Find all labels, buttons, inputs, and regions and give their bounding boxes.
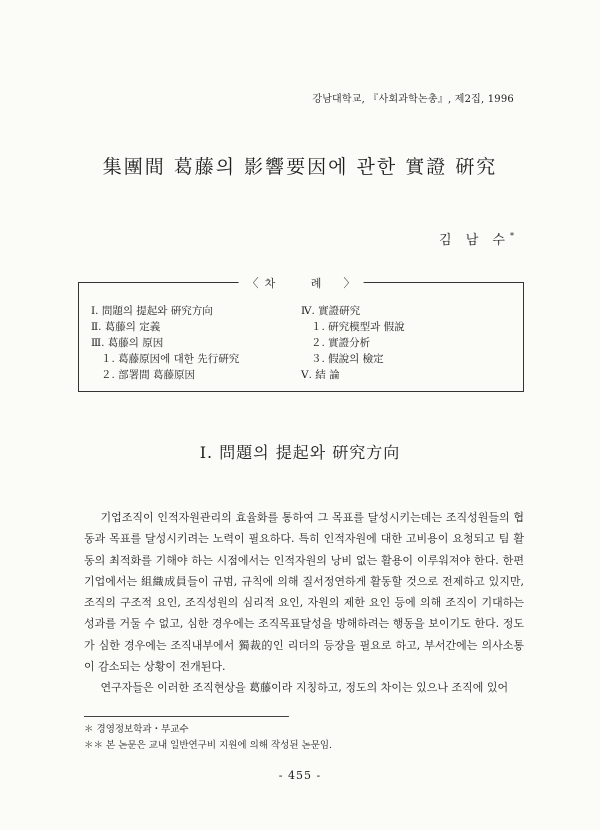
toc-heading-bracket-left: 〈 — [246, 276, 259, 290]
author-name — [439, 229, 514, 248]
paragraph: 기업조직이 인적자원관리의 효율화를 통하여 그 목표를 달성시키는데는 조직성원들의 협동과 목표를 달성시키려는 노력이 필요하다. 특히 인적자원에 대한 고비용이 요청되고 팀 활동의 최적화를 기해야 하는 시점에서는 인적자원의 낭비 없는 활용이 이루워져야 한다. 한편 기업에서는 組織成員들이 규범, 규칙에 의해 질서정연하게 활동할 것으로 전제하고 있지만, 조직의 구조적 요인, 조직성원의 심리적 요인, 자원의 제한 요인 등에 의해 조직이 기대하는 성과를 거둘 수 없고, 심한 경우에는 조직목표달성을 방해하려는 행동을 보이기도 한다. 정도가 심한 경우에는 조직내부에서 獨裁的인 리더의 등장을 필요로 하고, 부서간에는 의사소통이 감소되는 상황이 전개된다. — [84, 511, 524, 674]
footnote: ＊＊ 본 논문은 교내 일반연구비 지원에 의해 작성된 논문임. — [84, 740, 333, 751]
toc-heading-bracket-right: 〉 — [343, 276, 356, 290]
toc-subitem: １. 硏究模型과 假說 — [311, 321, 405, 333]
journal-citation: 강남대학교, 『사회과학논총』, 제2집, 1996 — [312, 94, 514, 105]
toc-subitem: ３. 假說의 檢定 — [311, 353, 384, 365]
toc-right-column — [301, 303, 405, 383]
body-text — [84, 507, 524, 699]
table-of-contents — [78, 276, 524, 392]
footnote-divider — [84, 716, 289, 717]
page-number: - 455 - — [278, 769, 322, 782]
toc-item: Ⅴ. 結 論 — [301, 369, 340, 381]
toc-item: Ⅲ. 葛藤의 原因 — [91, 337, 164, 349]
paper-title: 集團間 葛藤의 影響要因에 관한 實證 硏究 — [102, 156, 498, 178]
toc-item: Ⅱ. 葛藤의 定義 — [91, 321, 161, 333]
paragraph: 연구자들은 이러한 조직현상을 葛藤이라 지칭하고, 정도의 차이는 있으나 조직에 있어 — [100, 681, 509, 695]
toc-left-column — [91, 303, 239, 383]
author-name-text: 김 남 수 — [439, 233, 510, 248]
toc-item: Ⅰ. 問題의 提起와 硏究方向 — [91, 305, 213, 317]
toc-item: Ⅳ. 實證硏究 — [301, 305, 361, 317]
toc-heading — [239, 274, 364, 291]
section-heading: Ⅰ. 問題의 提起와 硏究方向 — [199, 443, 401, 462]
toc-heading-text: 차 례 — [264, 276, 338, 290]
author-footnote-mark: * — [510, 231, 514, 241]
toc-subitem: １. 葛藤原因에 대한 先行硏究 — [101, 353, 240, 365]
footnotes — [84, 722, 332, 754]
toc-subitem: ２. 實證分析 — [311, 337, 371, 349]
toc-subitem: ２. 部署間 葛藤原因 — [101, 369, 196, 381]
footnote: ＊ 경영정보학과・부교수 — [84, 724, 189, 735]
